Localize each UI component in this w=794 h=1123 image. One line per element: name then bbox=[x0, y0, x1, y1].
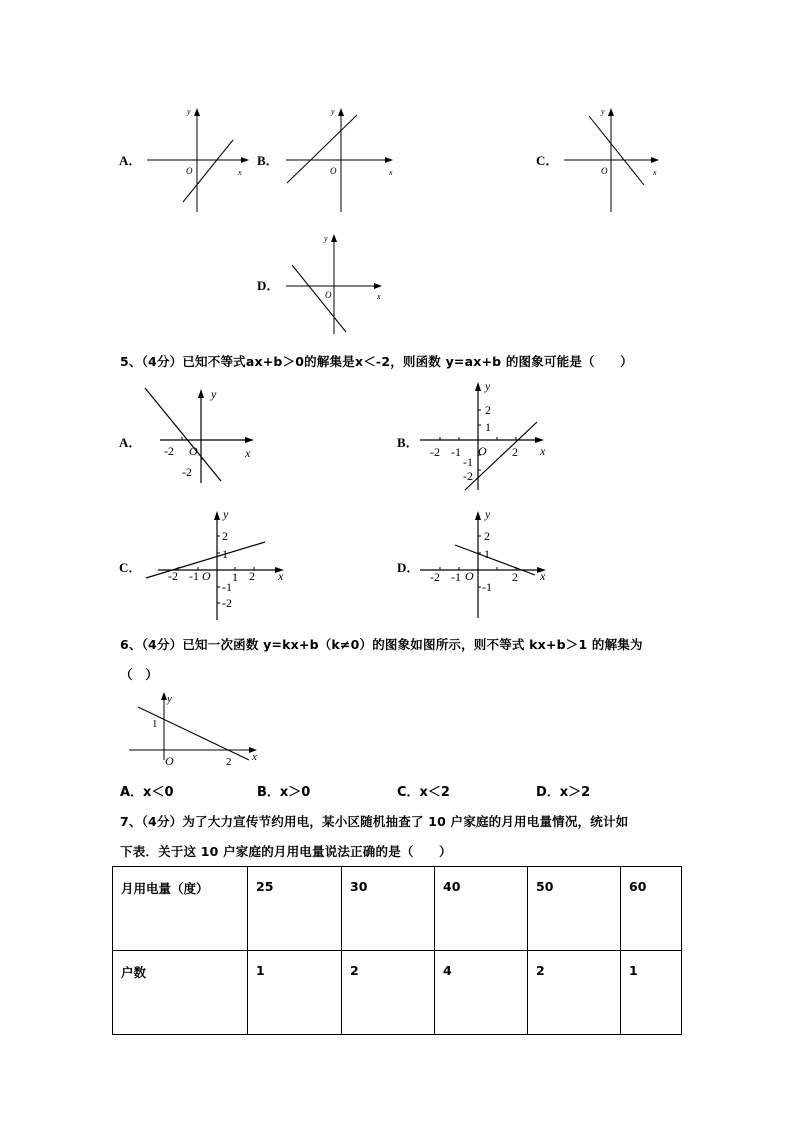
function-line bbox=[287, 115, 357, 183]
origin-label: O bbox=[330, 166, 337, 176]
y-axis-arrow bbox=[608, 108, 614, 116]
y-label: y bbox=[211, 387, 217, 401]
y-label: y bbox=[601, 107, 605, 116]
x-label: x bbox=[245, 446, 251, 460]
tick-label: 2 bbox=[484, 529, 490, 543]
tick-label: 2 bbox=[222, 529, 228, 543]
y-axis-arrow bbox=[475, 511, 481, 520]
tick-label: -1 bbox=[222, 580, 232, 594]
tick-label: -2 bbox=[164, 444, 174, 458]
q5-graph-d bbox=[420, 505, 555, 620]
q5-graph-b bbox=[420, 378, 555, 493]
x-label: x bbox=[252, 751, 257, 763]
q6-answer-a: A．x＜0 bbox=[120, 785, 174, 800]
q7-text-line1: 7、（4分）为了大力宣传节约用电，某小区随机抽查了 10 户家庭的月用电量情况，统计如 bbox=[120, 814, 629, 829]
table-cell: 30 bbox=[342, 867, 435, 951]
q5-graph-c bbox=[140, 505, 290, 620]
y-axis-arrow bbox=[331, 234, 337, 242]
tick-label: -2 bbox=[430, 445, 440, 459]
q5-option-d-label: D． bbox=[397, 560, 420, 575]
q4-graph-c bbox=[562, 100, 667, 215]
origin-label: O bbox=[189, 444, 198, 458]
table-cell: 4 bbox=[435, 951, 528, 1035]
tick-label: -1 bbox=[463, 455, 473, 469]
y-label: y bbox=[324, 234, 328, 243]
y-label: y bbox=[485, 379, 491, 393]
tick-label: -1 bbox=[451, 445, 461, 459]
origin-label: O bbox=[601, 166, 608, 176]
function-line bbox=[465, 422, 537, 490]
table-cell: 25 bbox=[248, 867, 342, 951]
tick-label: -2 bbox=[463, 469, 473, 483]
table-cell: 2 bbox=[528, 951, 621, 1035]
y-label: y bbox=[223, 507, 229, 521]
origin-label: O bbox=[478, 444, 487, 458]
q5-option-b-label: B． bbox=[397, 435, 419, 450]
q5-option-a-label: A． bbox=[119, 435, 142, 450]
y-axis-arrow bbox=[198, 389, 204, 398]
x-axis-arrow bbox=[245, 437, 254, 443]
y-label: y bbox=[187, 107, 191, 116]
q6-text: 6、（4分）已知一次函数 y=kx+b（k≠0）的图象如图所示，则不等式 kx+b＞1 的解集为 bbox=[120, 637, 643, 652]
q5-option-c-label: C． bbox=[119, 560, 142, 575]
table-cell: 50 bbox=[528, 867, 621, 951]
x-label: x bbox=[377, 292, 381, 301]
q6-answer-d: D．x＞2 bbox=[536, 785, 591, 800]
function-line bbox=[138, 707, 249, 760]
tick-label: 1 bbox=[222, 547, 228, 561]
x-label: x bbox=[278, 569, 284, 583]
q6-graph bbox=[125, 690, 270, 770]
table-cell: 户数 bbox=[113, 951, 248, 1035]
x-axis-arrow bbox=[374, 283, 382, 289]
x-label: x bbox=[238, 168, 242, 177]
q6-answer-c: C．x＜2 bbox=[397, 785, 450, 800]
x-label: x bbox=[389, 168, 393, 177]
q7-table bbox=[112, 866, 682, 1035]
q4-graph-d bbox=[284, 228, 389, 338]
origin-label: O bbox=[325, 290, 332, 300]
tick-label: 2 bbox=[249, 569, 255, 583]
table-cell: 40 bbox=[435, 867, 528, 951]
y-label: y bbox=[167, 693, 172, 705]
y-label: y bbox=[485, 507, 491, 521]
origin-label: O bbox=[202, 569, 211, 583]
x-axis-arrow bbox=[241, 157, 249, 163]
tick-label: -1 bbox=[482, 580, 492, 594]
table-row bbox=[113, 951, 682, 1035]
table-cell: 1 bbox=[248, 951, 342, 1035]
tick-label: -1 bbox=[189, 569, 199, 583]
x-label: x bbox=[653, 168, 657, 177]
q4-graph-a bbox=[145, 100, 255, 215]
x-label: x bbox=[540, 569, 546, 583]
function-line bbox=[589, 116, 644, 185]
q4-graph-b bbox=[284, 100, 399, 215]
tick-label: -2 bbox=[168, 569, 178, 583]
tick-label: 1 bbox=[484, 547, 490, 561]
x-axis-arrow bbox=[385, 157, 393, 163]
table-row bbox=[113, 867, 682, 951]
tick-label: 1 bbox=[232, 570, 238, 584]
q4-option-d-label: D． bbox=[257, 278, 280, 293]
q7-text-line2: 下表．关于这 10 户家庭的月用电量说法正确的是（ ） bbox=[120, 844, 452, 859]
q4-option-a-label: A． bbox=[119, 153, 142, 168]
table-cell: 月用电量（度） bbox=[113, 867, 248, 951]
origin-label: O bbox=[186, 166, 193, 176]
origin-label: O bbox=[165, 754, 174, 768]
tick-label: -2 bbox=[222, 596, 232, 610]
tick-label: 1 bbox=[152, 718, 158, 730]
origin-label: O bbox=[465, 569, 474, 583]
tick-label: 2 bbox=[512, 445, 518, 459]
y-axis-arrow bbox=[338, 108, 344, 116]
tick-label: 1 bbox=[485, 420, 491, 434]
y-axis-arrow bbox=[194, 108, 200, 116]
table-cell: 1 bbox=[621, 951, 682, 1035]
q6-answer-b: B．x＞0 bbox=[257, 785, 311, 800]
tick-label: 2 bbox=[512, 570, 518, 584]
q4-option-c-label: C． bbox=[536, 153, 559, 168]
tick-label: -2 bbox=[430, 570, 440, 584]
tick-label: -1 bbox=[451, 570, 461, 584]
tick-label: 2 bbox=[485, 403, 491, 417]
q4-option-b-label: B． bbox=[257, 153, 279, 168]
table-cell: 2 bbox=[342, 951, 435, 1035]
function-line bbox=[292, 265, 346, 332]
x-axis-arrow bbox=[535, 437, 544, 443]
x-label: x bbox=[540, 444, 546, 458]
q5-text: 5、（4分）已知不等式ax+b＞0的解集是x＜-2，则函数 y=ax+b 的图象可能是（ ） bbox=[120, 354, 633, 369]
y-axis-arrow bbox=[214, 511, 220, 520]
table-cell: 60 bbox=[621, 867, 682, 951]
tick-label: -2 bbox=[182, 465, 192, 479]
y-axis-arrow bbox=[475, 382, 481, 391]
y-label: y bbox=[331, 107, 335, 116]
q5-graph-a bbox=[140, 383, 265, 488]
tick-label: 2 bbox=[226, 756, 232, 768]
x-axis-arrow bbox=[651, 157, 659, 163]
q6-paren: （ ） bbox=[120, 667, 159, 682]
